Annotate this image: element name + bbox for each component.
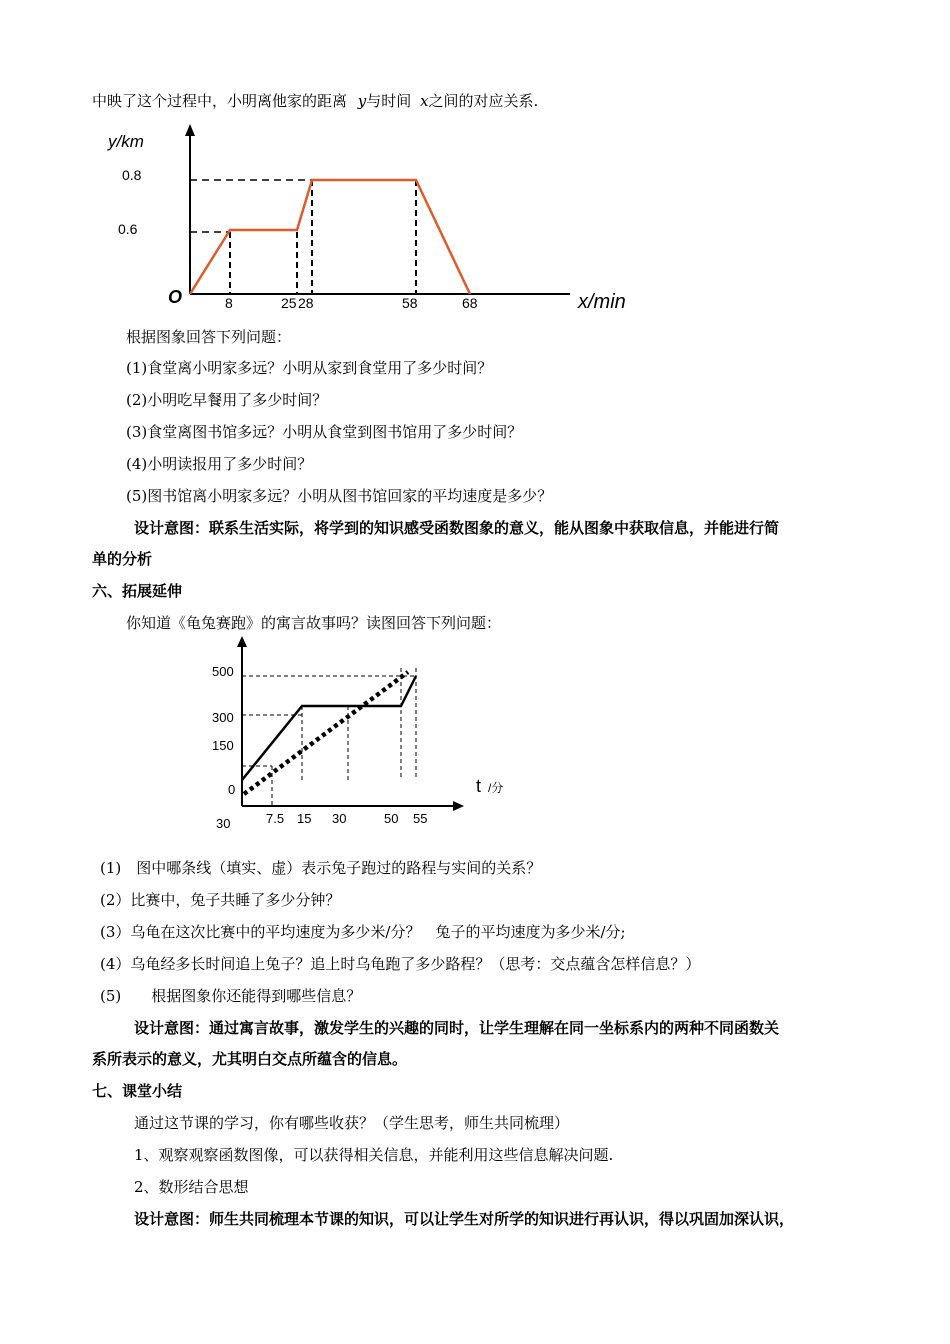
chart2-xtick-55: 55 <box>413 811 428 826</box>
section7-prompt: 通过这节课的学习，你有哪些收获？（学生思考，师生共同梳理） <box>134 1114 570 1132</box>
chart2-ytick-500: 500 <box>212 664 234 679</box>
chart1-origin: O <box>168 287 183 307</box>
section5-question-3: (3)食堂离图书馆多远？小明从食堂到图书馆用了多少时间？ <box>126 423 523 441</box>
chart2-xtick-50: 50 <box>384 811 399 826</box>
section5-question-4: (4)小明读报用了多少时间？ <box>126 455 313 473</box>
section5-intent-line2: 单的分析 <box>92 550 153 568</box>
chart2-xtick-15: 15 <box>297 811 312 826</box>
section7-intent-line1: 设计意图：师生共同梳理本节课的知识，可以让学生对所学的知识进行再认识，得以巩固加深认识， <box>134 1210 795 1228</box>
chart1-xtick-58: 58 <box>402 295 418 311</box>
section6-intent-line2: 系所表示的意义，尤其明白交点所蕴含的信息。 <box>92 1050 408 1068</box>
intro-text-2: 与时间 <box>366 92 412 110</box>
chart2-xlabel-t: t <box>476 776 482 796</box>
section5-question-1: (1)食堂离小明家多远？小明从家到食堂用了多少时间？ <box>126 359 493 377</box>
section6-question-4: (4）乌龟经多长时间追上兔子？追上时乌龟跑了多少路程？（思考：交点蕴含怎样信息？） <box>100 955 701 973</box>
section7-item-2: 2、数形结合思想 <box>134 1178 249 1196</box>
section6-prompt: 你知道《龟兔赛跑》的寓言故事吗？读图回答下列问题： <box>126 614 502 632</box>
chart2-ytick-300: 300 <box>212 710 234 725</box>
chart1-xtick-8: 8 <box>225 295 233 311</box>
section5-question-5: (5)图书馆离小明家多远？小明从图书馆回家的平均速度是多少？ <box>126 487 553 505</box>
race-chart <box>208 634 528 834</box>
section6-question-1: (1) 图中哪条线（填实、虚）表示兔子跑过的路程与实间的关系？ <box>100 859 542 877</box>
intro-var-x: x <box>420 92 429 110</box>
section5-prompt: 根据图象回答下列问题： <box>126 328 292 346</box>
chart2-dotted-line <box>244 672 408 794</box>
section6-question-2: (2）比赛中，兔子共睡了多少分钟？ <box>100 891 341 909</box>
intro-text-3: 之间的对应关系. <box>428 92 539 110</box>
chart2-xtick-30: 30 <box>332 811 347 826</box>
chart1-ylabel: y/km <box>108 132 144 151</box>
chart2-ytick-0: 0 <box>228 782 236 797</box>
chart1-xtick-28: 28 <box>298 295 314 311</box>
chart1-ytick-08: 0.8 <box>122 167 142 183</box>
chart2-ytick-150: 150 <box>212 738 234 753</box>
section6-intent-line1: 设计意图：通过寓言故事，激发学生的兴趣的同时，让学生理解在同一坐标系内的两种不同函数关 <box>134 1019 780 1037</box>
chart1-ytick-06: 0.6 <box>118 221 138 237</box>
chart1-series-line <box>190 180 470 294</box>
section5-question-2: (2)小明吃早餐用了多少时间？ <box>126 391 328 409</box>
intro-text-1: 中映了这个过程中，小明离他家的距离 <box>92 92 348 110</box>
chart1-xtick-68: 68 <box>462 295 478 311</box>
chart1-xlabel: x/min <box>578 291 626 313</box>
distance-time-chart <box>100 122 680 322</box>
chart2-xlabel-unit: /分 <box>488 781 504 795</box>
intro-var-y: y <box>357 92 367 110</box>
chart2-x-arrow-icon <box>453 801 464 811</box>
chart2-extra-30: 30 <box>216 816 231 831</box>
section6-question-5: (5) 根据图象你还能得到哪些信息？ <box>100 987 362 1005</box>
intro-line <box>92 90 538 112</box>
section6-heading: 六、拓展延伸 <box>92 582 183 600</box>
chart2-y-arrow-icon <box>237 636 247 647</box>
section7-heading: 七、课堂小结 <box>92 1082 183 1100</box>
section6-question-3: (3）乌龟在这次比赛中的平均速度为多少米/分？ 兔子的平均速度为多少米/分; <box>100 923 626 941</box>
section5-intent-line1: 设计意图：联系生活实际，将学到的知识感受函数图象的意义，能从图象中获取信息，并能进行简 <box>134 519 780 537</box>
chart1-xtick-25: 25 <box>281 295 297 311</box>
section7-item-1: 1、观察观察函数图像，可以获得相关信息，并能利用这些信息解决问题. <box>134 1146 614 1164</box>
chart2-xtick-7-5: 7.5 <box>266 811 285 826</box>
chart1-y-arrow-icon <box>185 124 195 136</box>
